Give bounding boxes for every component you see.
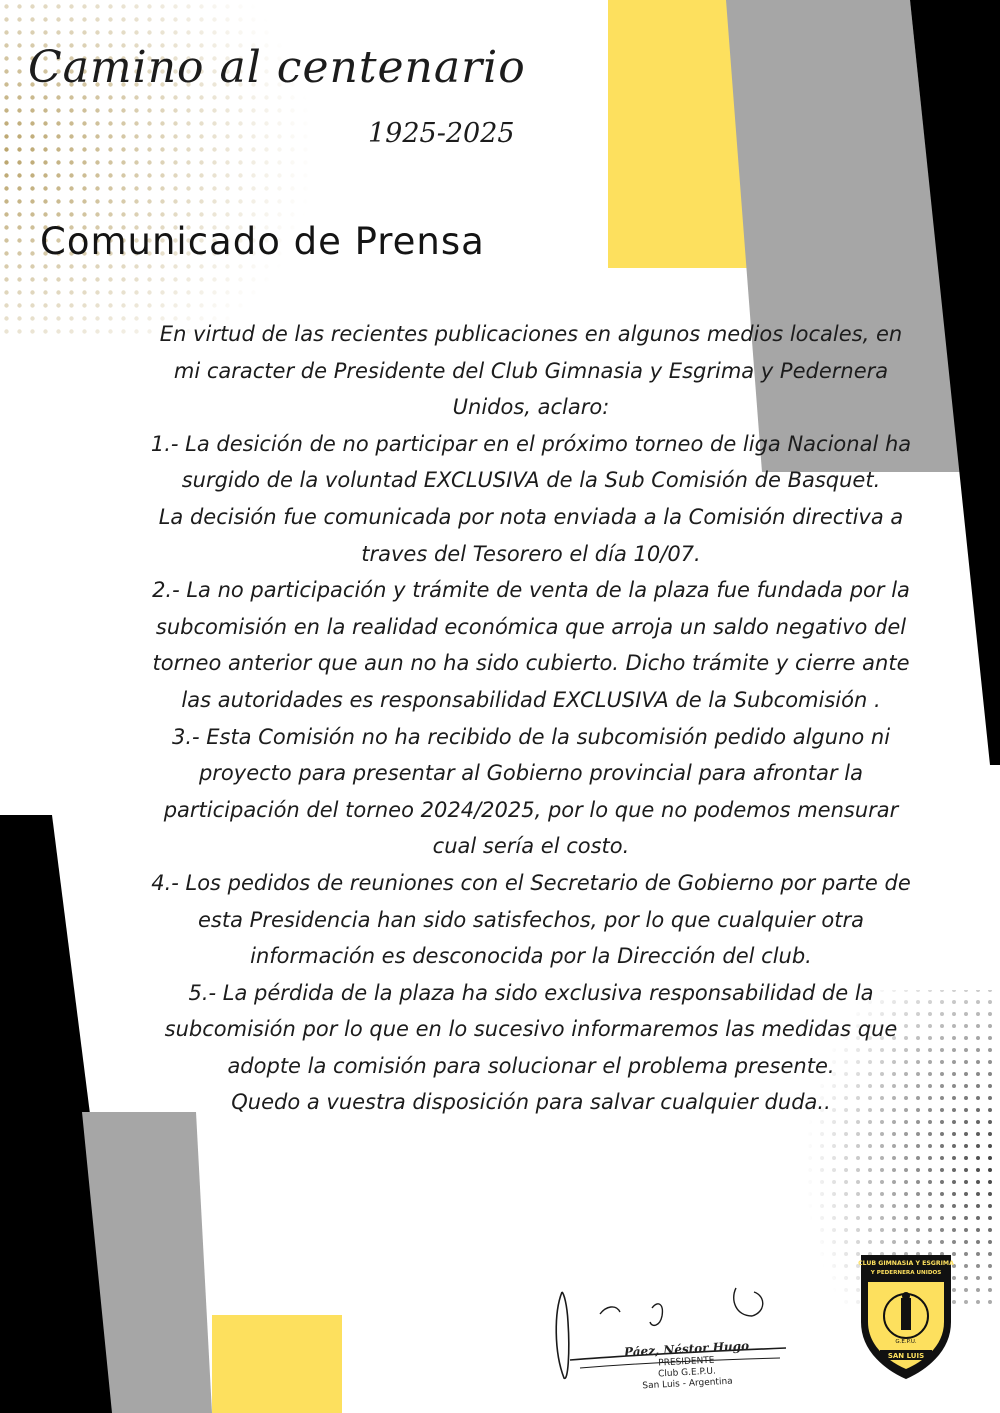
centenary-years: 1925-2025	[368, 118, 515, 149]
signature-stamp	[631, 1354, 743, 1393]
club-crest-logo	[858, 1252, 954, 1380]
page-title: Comunicado de Prensa	[40, 220, 485, 263]
point-3: 3.- Esta Comisión no ha recibido de la subcomisión pedido alguno ni proyecto para presentar al Gobierno provincial para afrontar la participación del torneo 2024/2025, por lo que no podemos mensurar cual sería el costo.	[163, 724, 899, 859]
point-2: 2.- La no participación y trámite de venta de la plaza fue fundada por la subcomisión en la realidad económica que arroja un saldo negativo del torneo anterior que aun no ha sido cubierto. Dicho trámite y cierre ante las autoridades es responsabilidad EXCLUSIVA de la Subcomisión .	[152, 578, 910, 712]
crest-initials: G.E.P.U.	[895, 1339, 917, 1345]
yellow-block-bottom	[212, 1315, 342, 1413]
script-title: Camino al centenario	[28, 42, 526, 93]
crest-sub-text: Y PEDERNERA UNIDOS	[870, 1270, 942, 1276]
intro-paragraph: En virtud de las recientes publicaciones en algunos medios locales, en mi caracter de Presidente del Club Gimnasia y Esgrima y Pedernera Unidos, aclaro:	[159, 322, 903, 420]
point-1-note: La decisión fue comunicada por nota enviada a la Comisión directiva a traves del Tesorero el día 10/07.	[158, 504, 904, 566]
signatory-location: San Luis - Argentina	[642, 1376, 733, 1392]
signatory-title: PRESIDENTE	[658, 1355, 715, 1369]
signatory-club: Club G.E.P.U.	[657, 1366, 717, 1380]
point-5: 5.- La pérdida de la plaza ha sido exclusiva responsabilidad de la subcomisión por lo que en lo sucesivo informaremos las medidas que adopte la comisión para solucionar el problema presente.	[164, 980, 898, 1078]
signatory-name: Páez, Néstor Hugo	[623, 1338, 750, 1360]
statement-body	[150, 316, 912, 1121]
closing-line: Quedo a vuestra disposición para salvar cualquier duda..	[231, 1090, 831, 1115]
point-1: 1.- La desición de no participar en el próximo torneo de liga Nacional ha surgido de la voluntad EXCLUSIVA de la Sub Comisión de Basquet.	[150, 431, 912, 493]
point-4: 4.- Los pedidos de reuniones con el Secretario de Gobierno por parte de esta Presidencia han sido satisfechos, por lo que cualquier otra información es desconocida por la Dirección del club.	[151, 870, 911, 969]
crest-bottom-text: SAN LUIS	[887, 1352, 925, 1360]
crest-torch-icon	[901, 1298, 911, 1330]
crest-top-text: CLUB GIMNASIA Y ESGRIMA	[858, 1260, 954, 1267]
